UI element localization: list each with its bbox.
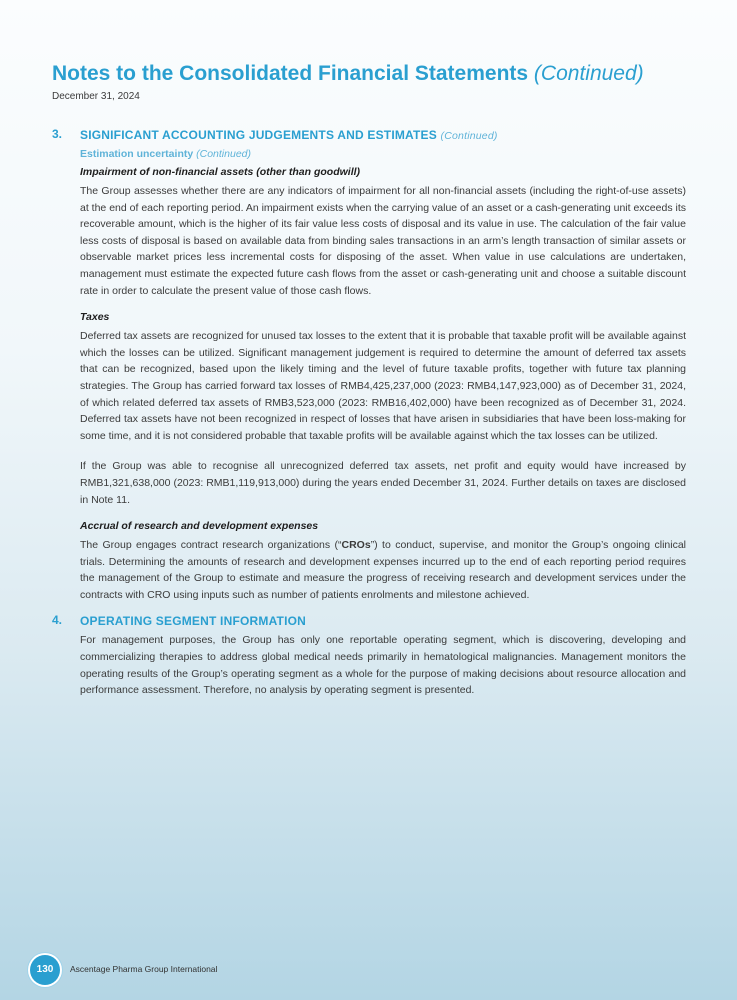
report-date: December 31, 2024 — [52, 91, 140, 102]
rnd-text-after: ”) to conduct, supervise, and monitor the Group’s ongoing clinical trials. Determining the amounts of research and development expenses incurred up to the end of each reporting period requires the management of the Group to estimate and measure the progress of receiving research and development services under the contracts with CRO using inputs such as number of patients enrolments and milestone achieved. — [80, 539, 686, 601]
rnd-accrual-paragraph — [80, 537, 686, 603]
company-name: Ascentage Pharma Group International — [70, 964, 218, 974]
page-title-text: Notes to the Consolidated Financial Statements — [52, 62, 529, 85]
estimation-uncertainty-text: Estimation uncertainty — [80, 148, 194, 160]
segment-paragraph: For management purposes, the Group has only one reportable operating segment, which is discovering, developing and commercializing therapies to address global medical needs primarily in hematological malignancies. Management monitors the operating results of the Group’s operating segment as a whole for the purpose of making decisions about resource allocation and performance assessment. Therefore, no analysis by operating segment is presented. — [80, 634, 686, 697]
page-title — [52, 62, 644, 86]
page-title-continued: (Continued) — [533, 62, 644, 85]
section-3-heading-text: SIGNIFICANT ACCOUNTING JUDGEMENTS AND ESTIMATES — [80, 128, 437, 142]
section-3-heading — [80, 127, 686, 144]
rnd-accrual-heading: Accrual of research and development expenses — [80, 520, 319, 533]
rnd-text-before: The Group engages contract research organizations (“ — [80, 539, 342, 552]
taxes-heading: Taxes — [80, 311, 110, 324]
impairment-heading: Impairment of non-financial assets (other than goodwill) — [80, 166, 361, 178]
cros-term: CROs — [341, 539, 371, 552]
page-number-badge: 130 — [30, 955, 60, 985]
section-4-number: 4. — [52, 613, 63, 628]
section-3-number: 3. — [52, 127, 63, 141]
impairment-paragraph: The Group assesses whether there are any indicators of impairment for all non-financial assets (including the right-of-use assets) at the end of each reporting period. An impairment exists when the carrying value of an asset or a cash-generating unit exceeds its recoverable amount, which is the higher of its fair value less costs of disposal and its value in use. The calculation of the fair value less costs of disposal is based on available data from binding sales transactions in an arm’s length transaction of similar assets or observable market prices less incremental costs for disposing of the asset. When value in use calculations are undertaken, management must estimate the expected future cash flows from the asset or cash-generating unit and choose a suitable discount rate in order to calculate the present value of those cash flows. — [80, 185, 686, 297]
estimation-uncertainty-heading — [80, 147, 686, 162]
section-4-heading: OPERATING SEGMENT INFORMATION — [80, 614, 307, 629]
taxes-paragraph-2: If the Group was able to recognise all unrecognized deferred tax assets, net profit and equity would have increased by RMB1,321,638,000 (2023: RMB1,119,913,000) during the years ended December 31, 2024. Further details on taxes are disclosed in Note 11. — [80, 460, 686, 506]
section-3-heading-continued: (Continued) — [440, 130, 498, 142]
taxes-paragraph-1: Deferred tax assets are recognized for unused tax losses to the extent that it is probable that taxable profit will be available against which the losses can be utilized. Significant management judgement is required to determine the amount of deferred tax assets that can be recognized, based upon the likely timing and the level of future taxable profits, together with future tax planning strategies. The Group has carried forward tax losses of RMB4,425,237,000 (2023: RMB4,147,923,000) as of December 31, 2024, of which related deferred tax assets of RMB3,523,000 (2023: RMB16,402,000) have been recognized as of December 31, 2024. Deferred tax assets have not been recognized in respect of losses that have arisen in subsidiaries that have been loss-making for some time, and it is not considered probable that taxable profits will be available against which the tax losses can be utilized. — [80, 330, 686, 442]
page-footer — [30, 955, 430, 985]
estimation-uncertainty-continued: (Continued) — [196, 148, 251, 160]
notes-content — [52, 127, 686, 699]
section-3 — [52, 127, 686, 603]
section-4 — [52, 613, 686, 698]
